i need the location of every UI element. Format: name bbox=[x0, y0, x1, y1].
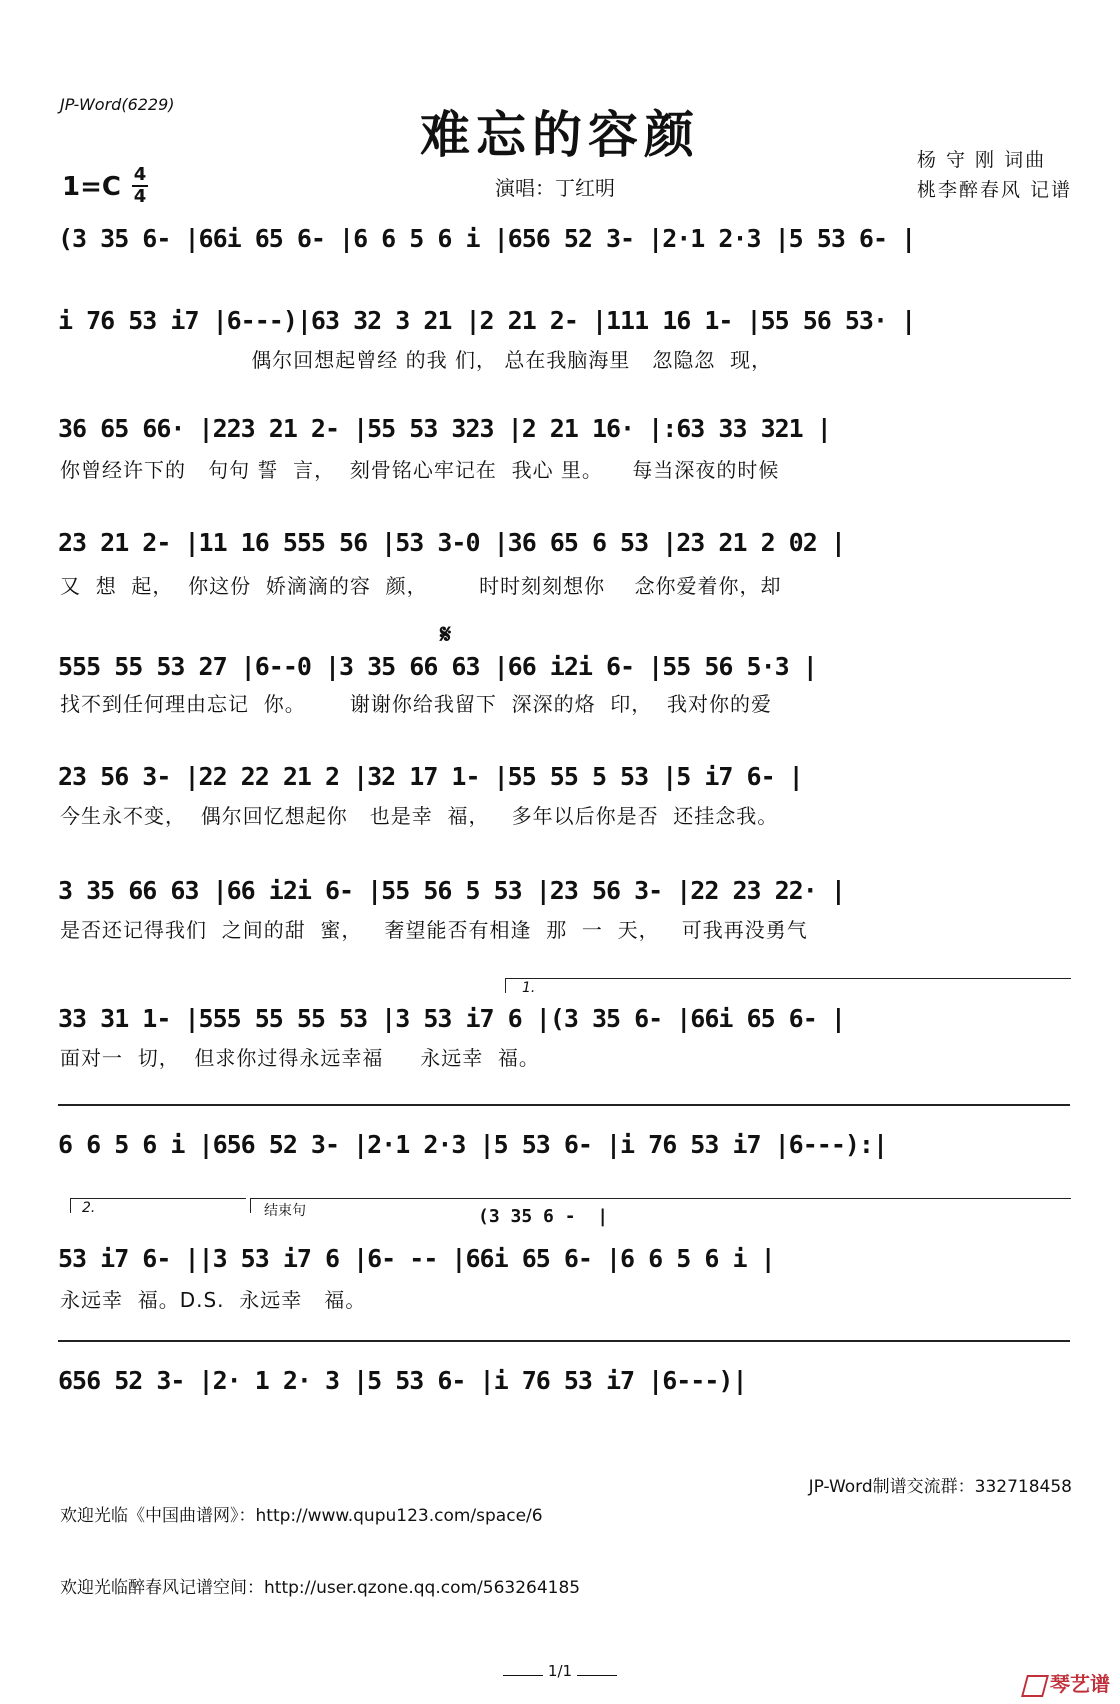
time-bottom: 4 bbox=[133, 186, 147, 207]
lyric-row-6: 今生永不变， 偶尔回忆想起你 也是幸 福， 多年以后你是否 还挂念我。 bbox=[60, 804, 779, 828]
key-signature: 1=C bbox=[62, 172, 121, 202]
notes: i 76 53 i7 |6---)|63 32 3 21 |2 21 2- |111 16 1- |55 56 53· | bbox=[58, 306, 916, 335]
ending-bracket bbox=[250, 1198, 1071, 1213]
segno-sign: 𝄋 bbox=[440, 620, 452, 650]
lyricist-composer: 杨 守 刚 词曲 bbox=[916, 149, 1047, 171]
score-row-10 bbox=[58, 1244, 1070, 1278]
ending-continuation bbox=[58, 1340, 1070, 1342]
lyric-row-3: 你曾经许下的 句句 誓 言， 刻骨铭心牢记在 我心 里。 每当深夜的时候 bbox=[60, 458, 780, 482]
notes: 656 52 3- |2· 1 2· 3 |5 53 6- |i 76 53 i7 |6---)| bbox=[58, 1366, 747, 1395]
notes: 33 31 1- |555 55 55 53 |3 53 i7 6 |(3 35 6- |66i 65 6- | bbox=[58, 1004, 845, 1033]
volta-1-continuation bbox=[58, 1104, 1070, 1106]
footer-group: JP-Word制谱交流群：332718458 bbox=[808, 1477, 1072, 1497]
watermark-logo bbox=[1024, 1668, 1110, 1697]
page-number bbox=[0, 1662, 1120, 1680]
notes: 555 55 53 27 |6--0 |3 35 66 63 |66 i2i 6- |55 56 5·3 | bbox=[58, 652, 817, 681]
notes: 23 21 2- |11 16 555 56 |53 3-0 |36 65 6 53 |23 21 2 02 | bbox=[58, 528, 845, 557]
lyric-row-4: 又 想 起， 你这份 娇滴滴的容 颜， 时时刻刻想你 念你爱着你，却 bbox=[60, 574, 782, 598]
watermark-icon bbox=[1021, 1675, 1049, 1697]
score-row-1 bbox=[58, 224, 1070, 258]
score-row-4 bbox=[58, 528, 1070, 562]
notes: 3 35 66 63 |66 i2i 6- |55 56 5 53 |23 56 3- |22 23 22· | bbox=[58, 876, 845, 905]
transcriber: 桃李醉春风 记谱 bbox=[916, 179, 1072, 201]
score-row-6 bbox=[58, 762, 1070, 796]
lyric-row-5: 找不到任何理由忘记 你。 谢谢你给我留下 深深的烙 印， 我对你的爱 bbox=[60, 692, 773, 716]
lyric-row-7: 是否还记得我们 之间的甜 蜜， 奢望能否有相逢 那 一 天， 可我再没勇气 bbox=[60, 918, 808, 942]
singer: 演唱：丁红明 bbox=[495, 176, 615, 200]
score-row-7 bbox=[58, 876, 1070, 910]
footer-links bbox=[60, 1456, 580, 1624]
notes: 6 6 5 6 i |656 52 3- |2·1 2·3 |5 53 6- |i 76 53 i7 |6---):| bbox=[58, 1130, 888, 1159]
time-top: 4 bbox=[133, 164, 147, 185]
score-row-5 bbox=[58, 652, 1070, 686]
volta-1-label: 1. bbox=[522, 980, 536, 996]
footer-link-qupu[interactable]: 欢迎光临《中国曲谱网》：http://www.qupu123.com/space/6 bbox=[60, 1506, 543, 1526]
lyric-row-8: 面对一 切， 但求你过得永远幸福 永远幸 福。 bbox=[60, 1046, 540, 1070]
song-title: 难忘的容颜 bbox=[420, 105, 700, 164]
score-row-3 bbox=[58, 414, 1070, 448]
score-row-8 bbox=[58, 1004, 1070, 1038]
score-row-2 bbox=[58, 306, 1070, 340]
lyric-row-10: 永远幸 福。D.S. 永远幸 福。 bbox=[60, 1288, 367, 1312]
watermark-text: 琴艺谱 bbox=[1050, 1672, 1110, 1696]
footer-link-qzone[interactable]: 欢迎光临醉春风记谱空间：http://user.qzone.qq.com/563264185 bbox=[60, 1578, 581, 1598]
volta-2-bracket bbox=[70, 1198, 246, 1213]
time-signature bbox=[132, 166, 148, 206]
lyric-row-2: 偶尔回想起曾经 的我 们， 总在我脑海里 忽隐忽 现， bbox=[60, 348, 773, 372]
notes: 36 65 66· |223 21 2- |55 53 323 |2 21 16· |:63 33 321 | bbox=[58, 414, 831, 443]
ending-label: 结束句 bbox=[264, 1203, 306, 1219]
notes: 23 56 3- |22 22 21 2 |32 17 1- |55 55 5 53 |5 i7 6- | bbox=[58, 762, 803, 791]
volta-2-label: 2. bbox=[82, 1200, 96, 1216]
small-intro-notes: (3 35 6 - | bbox=[478, 1206, 609, 1227]
score-row-9 bbox=[58, 1130, 1070, 1164]
volta-1-bracket bbox=[505, 978, 1071, 993]
notes: 53 i7 6- ||3 53 i7 6 |6- -- |66i 65 6- |6 6 5 6 i | bbox=[58, 1244, 775, 1273]
software-tag: JP-Word(6229) bbox=[60, 95, 175, 114]
page-number-text: 1/1 bbox=[547, 1662, 573, 1680]
notes: (3 35 6- |66i 65 6- |6 6 5 6 i |656 52 3- |2·1 2·3 |5 53 6- | bbox=[58, 224, 916, 253]
score-row-11 bbox=[58, 1366, 1070, 1400]
credits bbox=[917, 145, 1072, 205]
